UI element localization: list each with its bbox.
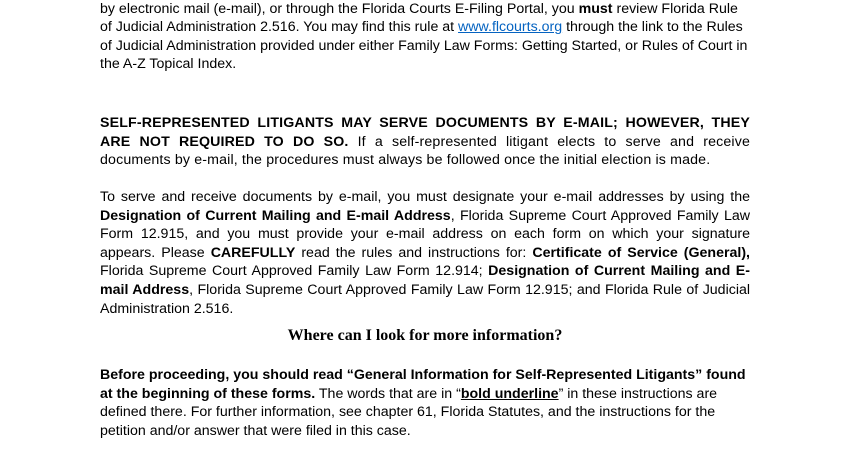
p3-bold-carefully: CAREFULLY bbox=[210, 244, 296, 261]
p1-text-1: by electronic mail (e-mail), or through the Florida Courts E-Filing Portal, you bbox=[100, 0, 579, 17]
more-information-paragraph bbox=[100, 366, 750, 440]
p1-must-bold: must bbox=[578, 0, 613, 17]
email-service-rule-paragraph bbox=[100, 0, 750, 74]
p3-bold-form-name-2: Designation of Current Mailing and E-mail Address bbox=[100, 263, 750, 298]
p3-text-4: Florida Supreme Court Approved Family Law Form 12.914; bbox=[100, 263, 489, 280]
p3-text-1: To serve and receive documents by e-mail, you must designate your e-mail addresses by using the bbox=[100, 189, 750, 205]
p3-bold-form-name-1: Designation of Current Mailing and E-mail Address bbox=[100, 207, 451, 224]
designate-email-paragraph bbox=[100, 188, 750, 318]
p4-text-2: ” in these instructions are defined there. For further information, see chapter 61, Florida Statutes, and the instructions for the petition and/or answer that were filed in this case. bbox=[100, 385, 718, 439]
p3-text-2: , Florida Supreme Court Approved Family Law Form 12.915, and you must provide your e-mail address on each form on which your signature appears. Please bbox=[100, 207, 750, 261]
p4-bold-intro: Before proceeding, you should read “General Information for Self-Represented Litigants” found at the beginning of these forms. bbox=[100, 367, 746, 402]
p2-bold-notice: SELF-REPRESENTED LITIGANTS MAY SERVE DOCUMENTS BY E-MAIL; HOWEVER, THEY ARE NOT REQUIRED TO DO SO. bbox=[100, 115, 750, 150]
p3-text-3: read the rules and instructions for: bbox=[295, 244, 533, 261]
p4-bold-underline-wrapper bbox=[461, 386, 559, 402]
p2-text-1: If a self-represented litigant elects to serve and receive documents by e-mail, the procedures must always be followed once the initial election is made. bbox=[100, 133, 750, 169]
p1-text-3: through the link to the Rules of Judicial Administration provided under either Family Law Forms: Getting Started, or Rules of Court in the A-Z Topical Index. bbox=[100, 19, 748, 73]
p3-bold-certificate: Certificate of Service (General), bbox=[532, 244, 751, 261]
flcourts-link[interactable]: www.flcourts.org bbox=[458, 19, 563, 36]
section-heading: Where can I look for more information? bbox=[287, 327, 563, 344]
p4-bold-underline-text: bold underline bbox=[460, 385, 559, 402]
p1-text-2: review Florida Rule of Judicial Administration 2.516. You may find this rule at bbox=[100, 0, 738, 36]
p3-text-5: , Florida Supreme Court Approved Family Law Form 12.915; and Florida Rule of Judicial Administration 2.516. bbox=[100, 281, 751, 317]
p4-text-1: The words that are in “ bbox=[315, 385, 461, 402]
self-represented-email-paragraph bbox=[100, 114, 750, 170]
